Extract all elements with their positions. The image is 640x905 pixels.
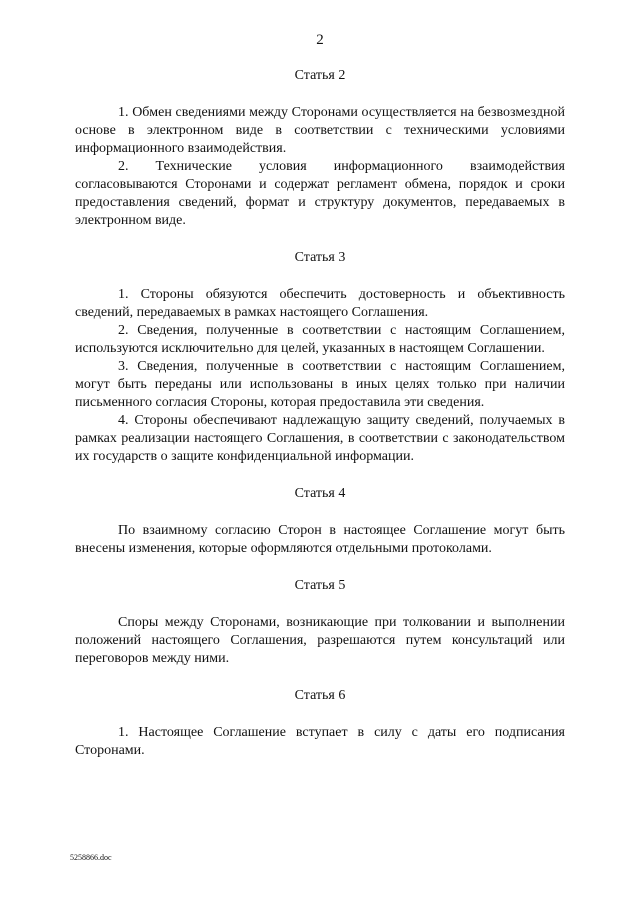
article-3 xyxy=(75,249,565,466)
article-title: Статья 2 xyxy=(294,68,346,83)
article-4 xyxy=(75,485,565,558)
paragraph: 3. Сведения, полученные в соответствии с настоящим Соглашением, могут быть переданы или использованы в иных целях только при наличии письменного согласия Стороны, которая предоставила эти сведения. xyxy=(75,359,565,410)
article-title: Статья 5 xyxy=(294,578,346,593)
paragraph: Споры между Сторонами, возникающие при толковании и выполнении положений настоящего Соглашения, разрешаются путем консультаций или переговоров между ними. xyxy=(75,615,565,666)
article-title: Статья 3 xyxy=(294,250,346,265)
article-5 xyxy=(75,577,565,668)
article-title: Статья 6 xyxy=(294,688,346,703)
paragraph: По взаимному согласию Сторон в настоящее Соглашение могут быть внесены изменения, которые оформляются отдельными протоколами. xyxy=(75,523,565,556)
article-2 xyxy=(75,67,565,230)
article-title: Статья 4 xyxy=(294,486,346,501)
paragraph: 1. Настоящее Соглашение вступает в силу с даты его подписания Сторонами. xyxy=(75,725,565,758)
paragraph: 4. Стороны обеспечивают надлежащую защиту сведений, получаемых в рамках реализации настоящего Соглашения, в соответствии с законодательством их государств о защите конфиденциальной информации. xyxy=(75,413,565,464)
document-body xyxy=(75,67,565,760)
article-6 xyxy=(75,687,565,760)
paragraph: 1. Стороны обязуются обеспечить достоверность и объективность сведений, передаваемых в рамках настоящего Соглашения. xyxy=(75,287,565,320)
paragraph: 1. Обмен сведениями между Сторонами осуществляется на безвозмездной основе в электронном виде в соответствии с техническими условиями информационного взаимодействия. xyxy=(75,105,565,156)
page-number: 2 xyxy=(316,32,324,48)
paragraph: 2. Сведения, полученные в соответствии с настоящим Соглашением, используются исключительно для целей, указанных в настоящем Соглашении. xyxy=(75,323,565,356)
paragraph: 2. Технические условия информационного взаимодействия согласовываются Сторонами и содержат регламент обмена, порядок и сроки предоставления сведений, формат и структуру документов, передаваемых в электронном виде. xyxy=(75,159,565,228)
footer-file-name: 5258866.doc xyxy=(70,853,112,862)
